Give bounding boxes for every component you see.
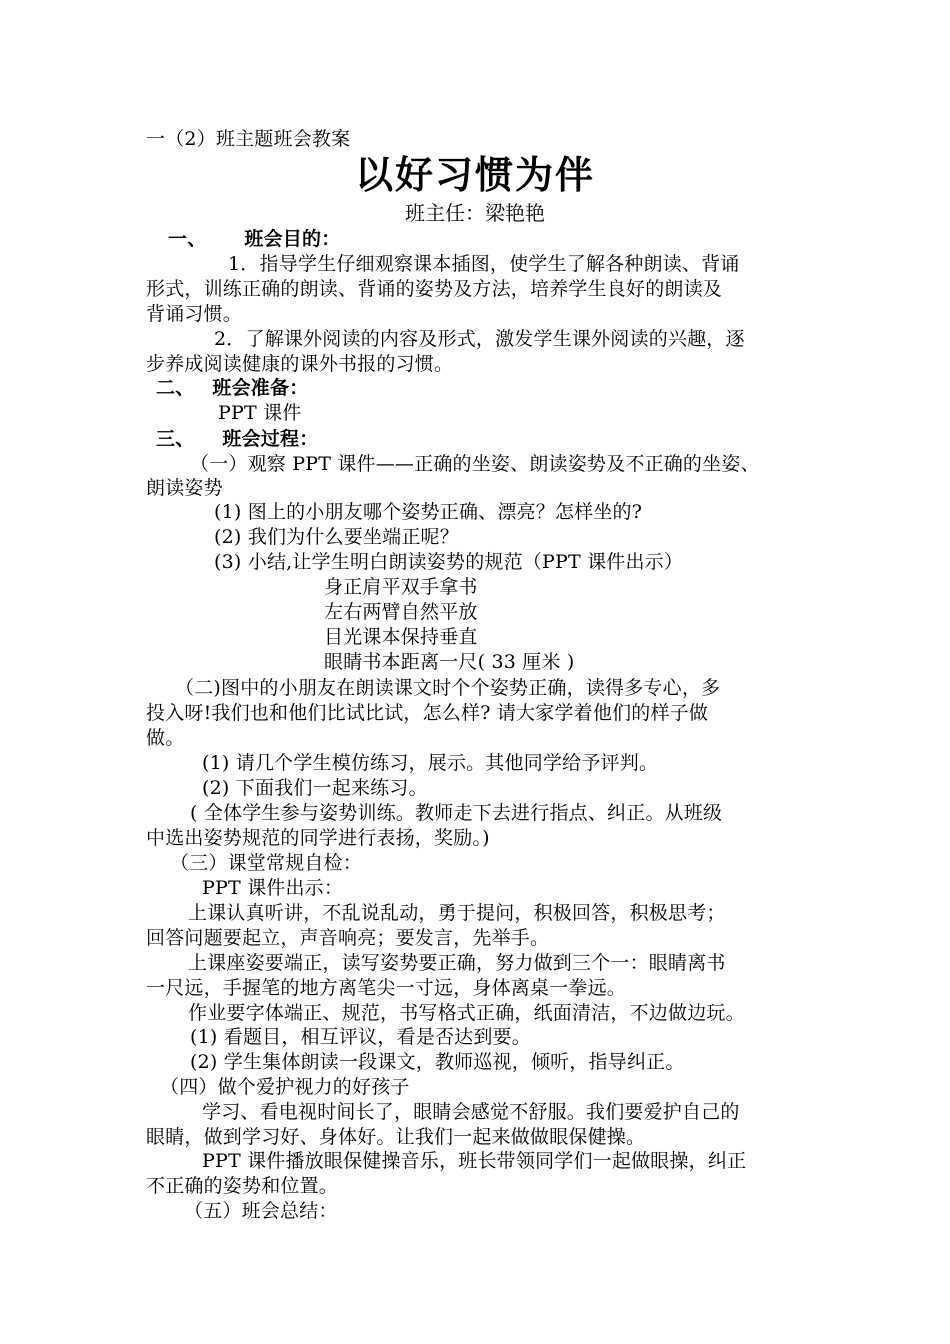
subsection-heading: （三）课堂常规自检： <box>170 852 363 874</box>
section-label: 班会目的： <box>244 228 341 250</box>
rule-line: 左右两臂自然平放 <box>324 601 478 623</box>
paragraph-line: 2．了解课外阅读的内容及形式，激发学生课外阅读的兴趣，逐 <box>214 328 745 350</box>
paragraph-line: 朗读姿势 <box>146 477 223 499</box>
list-item: (1) 看题目，相互评议，看是否达到要。 <box>190 1026 531 1048</box>
class-label: 一（2）班主题班会教案 <box>146 128 351 150</box>
subsection-heading: （五）班会总结： <box>184 1200 338 1222</box>
paragraph-line: 步养成阅读健康的课外书报的习惯。 <box>146 353 454 375</box>
section-heading-preparation <box>156 376 308 400</box>
list-item: (2) 学生集体朗读一段课文，教师巡视，倾听，指导纠正。 <box>190 1051 685 1073</box>
section-number: 二、 <box>156 377 195 399</box>
paragraph-line: ( 全体学生参与姿势训练。教师走下去进行指点、纠正。从班级 <box>190 802 723 824</box>
paragraph-line: 回答问题要起立，声音响亮；要发言，先举手。 <box>146 927 550 949</box>
paragraph-line: 一尺远，手握笔的地方离笔尖一寸远，身体离桌一拳远。 <box>146 977 627 999</box>
rule-line: 眼睛书本距离一尺( 33 厘米 ) <box>324 651 575 673</box>
section-number: 一、 <box>168 228 207 250</box>
section-heading-process <box>156 427 318 451</box>
paragraph-line: PPT 课件 <box>218 402 302 424</box>
section-heading-purpose <box>168 227 340 251</box>
paragraph-line: 1．指导学生仔细观察课本插图，使学生了解各种朗读、背诵 <box>228 253 740 275</box>
paragraph-line: 背诵习惯。 <box>146 303 243 325</box>
document-title: 以好习惯为伴 <box>354 152 595 197</box>
list-item: (1) 图上的小朋友哪个姿势正确、漂亮？怎样坐的? <box>214 501 643 523</box>
paragraph-line: 上课认真听讲，不乱说乱动，勇于提问，积极回答，积极思考； <box>188 902 726 924</box>
paragraph-line: （二)图中的小朋友在朗读课文时个个姿势正确，读得多专心，多 <box>175 677 721 699</box>
paragraph-line: 学习、看电视时间长了，眼睛会感觉不舒服。我们要爱护自己的 <box>202 1101 740 1123</box>
paragraph-line: 不正确的姿势和位置。 <box>146 1175 339 1197</box>
paragraph-line: 形式，训练正确的朗读、背诵的姿势及方法，培养学生良好的朗读及 <box>146 278 723 300</box>
list-item: (3) 小结,让学生明白朗读姿势的规范（PPT 课件出示） <box>214 551 684 573</box>
section-number: 三、 <box>156 428 195 450</box>
teacher-name: 班主任：梁艳艳 <box>405 201 545 225</box>
paragraph-line: 做。 <box>146 727 185 749</box>
paragraph-line: 投入呀!我们也和他们比试比试，怎么样? 请大家学着他们的样子做 <box>146 702 709 724</box>
paragraph-line: （一）观察 PPT 课件——正确的坐姿、朗读姿势及不正确的坐姿、 <box>190 453 760 475</box>
paragraph-line: 上课座姿要端正，读写姿势要正确，努力做到三个一：眼睛离书 <box>188 952 726 974</box>
rule-line: 目光课本保持垂直 <box>324 626 478 648</box>
paragraph-line: PPT 课件出示： <box>202 877 344 899</box>
section-label: 班会准备： <box>212 377 309 399</box>
paragraph-line: PPT 课件播放眼保健操音乐，班长带领同学们一起做眼操，纠正 <box>202 1150 747 1172</box>
paragraph-line: 中选出姿势规范的同学进行表扬，奖励。) <box>146 827 490 849</box>
subsection-heading: （四）做个爱护视力的好孩子 <box>160 1076 410 1098</box>
paragraph-line: 眼睛，做到学习好、身体好。让我们一起来做做眼保健操。 <box>146 1126 646 1148</box>
list-item: (1) 请几个学生模仿练习，展示。其他同学给予评判。 <box>202 752 659 774</box>
section-label: 班会过程： <box>222 428 319 450</box>
list-item: (2) 下面我们一起来练习。 <box>202 777 428 799</box>
paragraph-line: 作业要字体端正、规范，书写格式正确，纸面清洁，不边做边玩。 <box>188 1002 745 1024</box>
rule-line: 身正肩平双手拿书 <box>324 576 478 598</box>
list-item: (2) 我们为什么要坐端正呢？ <box>214 526 459 548</box>
